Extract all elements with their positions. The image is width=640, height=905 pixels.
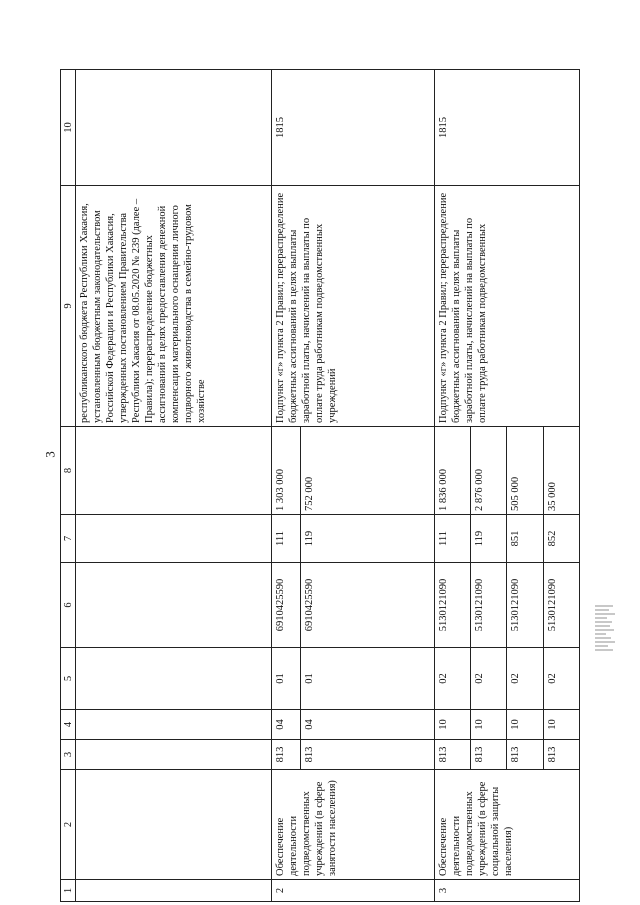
cell-col-6: 5130121090 [471, 563, 507, 648]
header-col-6: 6 [61, 563, 76, 648]
cell [76, 70, 272, 186]
cell-col-8: 2 876 000 [471, 427, 507, 515]
faint-stamp-mark [595, 605, 617, 715]
rotated-table-container [60, 70, 580, 902]
header-col-3: 3 [61, 740, 76, 770]
header-col-8: 8 [61, 427, 76, 515]
cell-col-7: 111 [272, 515, 301, 563]
cell-col-5: 01 [301, 648, 435, 710]
table-row [434, 70, 470, 902]
cell [76, 515, 272, 563]
cell-col-6: 5130121090 [543, 563, 579, 648]
header-col-7: 7 [61, 515, 76, 563]
row-code: 1815 [272, 70, 435, 186]
header-col-10: 10 [61, 70, 76, 186]
cell-col-7: 852 [543, 515, 579, 563]
cell-col-4: 04 [301, 710, 435, 740]
cell-col-6: 6910425590 [301, 563, 435, 648]
cell-col-4: 10 [471, 710, 507, 740]
cell-col-8: 1 836 000 [434, 427, 470, 515]
page-number: 3 [42, 451, 58, 458]
header-col-2: 2 [61, 770, 76, 880]
cell-col-8: 35 000 [543, 427, 579, 515]
row-name: Обеспечение деятельности подведомственных учреждений (в сфере занятости населения) [272, 770, 435, 880]
cell-col-7: 111 [434, 515, 470, 563]
cell [76, 740, 272, 770]
header-col-5: 5 [61, 648, 76, 710]
header-col-1: 1 [61, 880, 76, 902]
cell-col-7: 119 [471, 515, 507, 563]
cell-col-6: 5130121090 [507, 563, 543, 648]
cell-col-5: 02 [507, 648, 543, 710]
cell-col-4: 10 [507, 710, 543, 740]
row-name: Обеспечение деятельности подведомственных учреждений (в сфере социальной защиты населения) [434, 770, 579, 880]
cell [76, 427, 272, 515]
cell-col-3: 813 [272, 740, 301, 770]
table-row-continuation [76, 70, 272, 902]
cell-col-3: 813 [434, 740, 470, 770]
row-basis: Подпункт «г» пункта 2 Правил; перераспределение бюджетных ассигнований в целях выплаты заработной платы, начислений на выплаты по оплате труда работникам подведомственных учреждений [272, 186, 435, 427]
cell-col-5: 02 [543, 648, 579, 710]
cell [76, 648, 272, 710]
cell-col-4: 10 [434, 710, 470, 740]
cell-col-3: 813 [471, 740, 507, 770]
row-number: 2 [272, 880, 435, 902]
cell-col-4: 10 [543, 710, 579, 740]
cell-col-6: 5130121090 [434, 563, 470, 648]
cell-col-5: 01 [272, 648, 301, 710]
header-row [61, 70, 76, 902]
row-number: 3 [434, 880, 579, 902]
budget-allocation-table [60, 69, 580, 902]
cell-col-7: 119 [301, 515, 435, 563]
table-wrapper [60, 70, 640, 894]
cell-col-4: 04 [272, 710, 301, 740]
cell-col-7: 851 [507, 515, 543, 563]
row-code: 1815 [434, 70, 579, 186]
cell-col-3: 813 [507, 740, 543, 770]
cell-col-5: 02 [434, 648, 470, 710]
cell [76, 563, 272, 648]
table-row [272, 70, 301, 902]
cell-col-8: 505 000 [507, 427, 543, 515]
cell-col-5: 02 [471, 648, 507, 710]
cell-col-8: 752 000 [301, 427, 435, 515]
cell [76, 880, 272, 902]
cell-col-3: 813 [301, 740, 435, 770]
cell-col-6: 6910425590 [272, 563, 301, 648]
header-col-9: 9 [61, 186, 76, 427]
continuation-basis-text: республиканского бюджета Республики Хакасия, установленным бюджетным законодательством Российской Федерации и Республики Хакасия, утвержденных постановлением Правительства Республики Хакасия от 08.05.2020 № 239 (далее – Правила); перераспределение бюджетных ассигнований в целях предоставления денежной компенсации материального оснащения личного подворного животноводства в семейно-трудовом хозяйстве [76, 186, 272, 427]
cell [76, 710, 272, 740]
cell-col-3: 813 [543, 740, 579, 770]
cell [76, 770, 272, 880]
row-basis: Подпункт «г» пункта 2 Правил; перераспределение бюджетных ассигнований в целях выплаты заработной платы, начислений на выплаты по оплате труда работникам подведомственных [434, 186, 579, 427]
header-col-4: 4 [61, 710, 76, 740]
cell-col-8: 1 303 000 [272, 427, 301, 515]
